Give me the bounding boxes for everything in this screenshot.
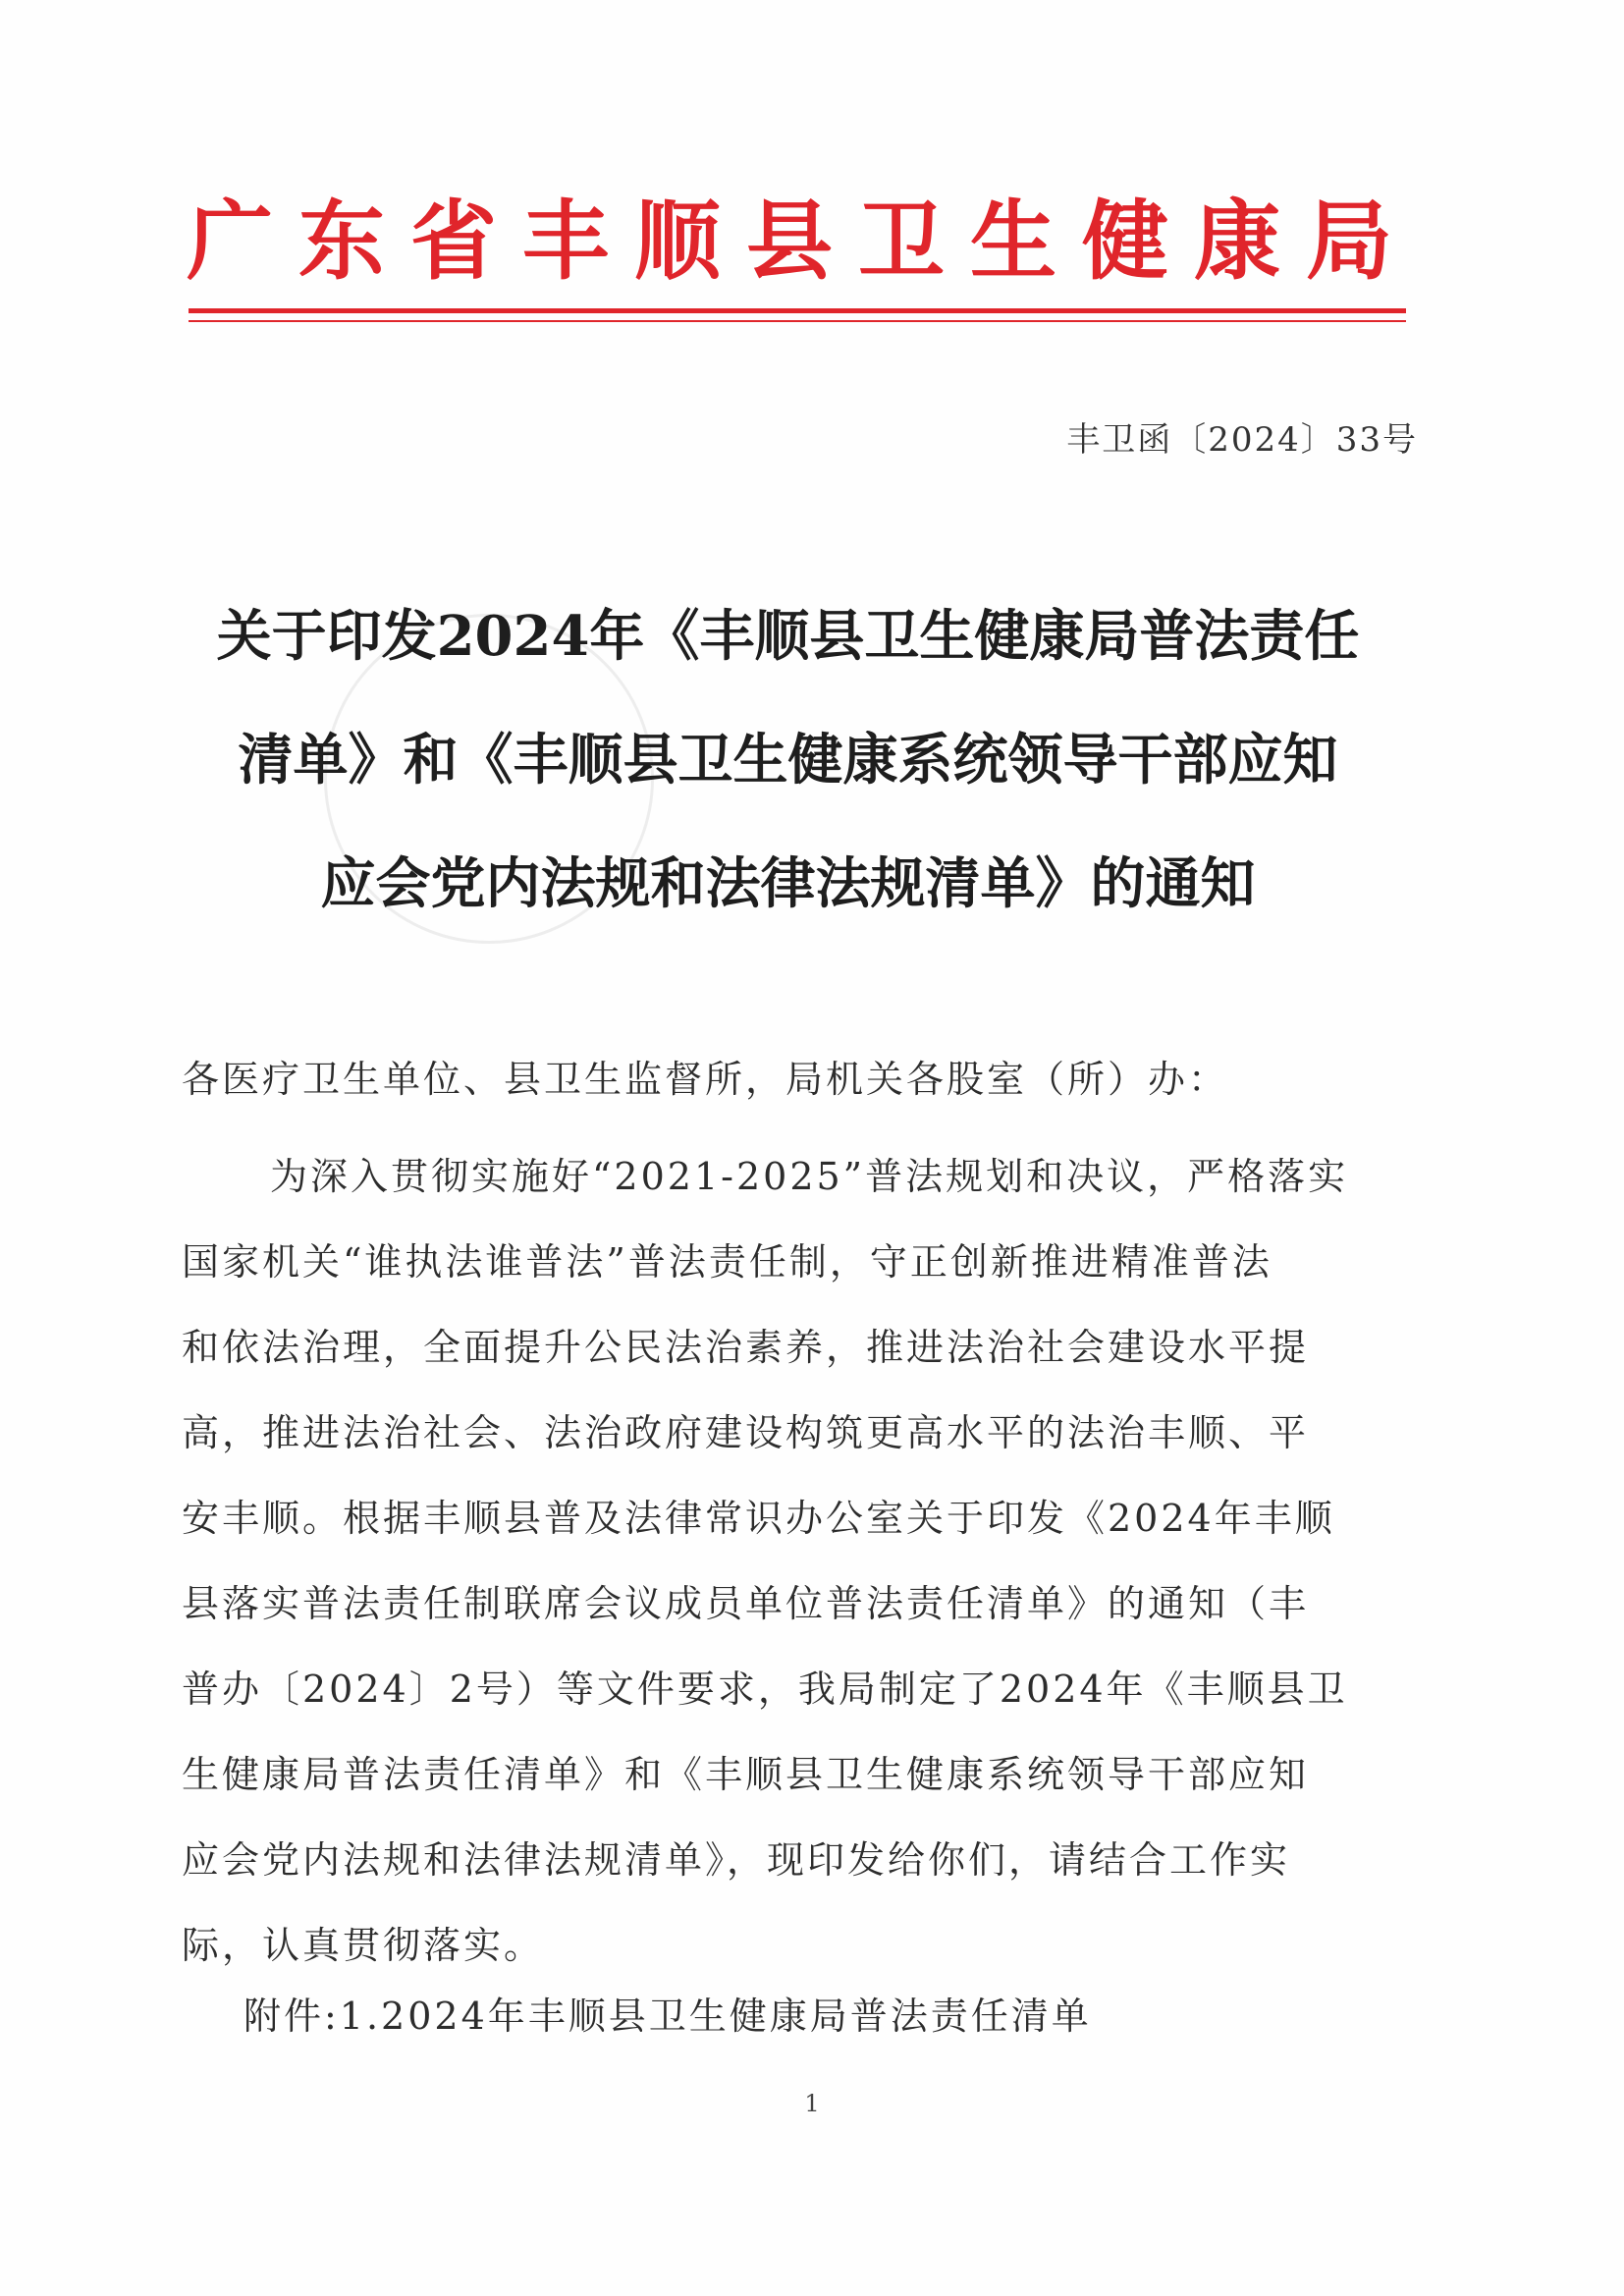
- page-number: 1: [804, 2090, 820, 2117]
- title-line: 清单》和《丰顺县卫生健康系统领导干部应知: [238, 728, 1338, 793]
- paragraph-line: 生健康局普法责任清单》和《丰顺县卫生健康系统领导干部应知: [182, 1753, 1310, 1796]
- paragraph-line: 应会党内法规和法律法规清单》，现印发给你们，请结合工作实: [182, 1838, 1291, 1882]
- attachment-line: 附件:1.2024年丰顺县卫生健康局普法责任清单: [244, 1995, 1092, 2038]
- paragraph-line: 县落实普法责任制联席会议成员单位普法责任清单》的通知（丰: [182, 1582, 1310, 1625]
- letterhead-red-rule: [189, 308, 1406, 313]
- letterhead-title: 广东省丰顺县卫生健康局: [187, 190, 1419, 292]
- title-line: 关于印发2024年《丰顺县卫生健康局普法责任: [216, 604, 1360, 669]
- title-line: 应会党内法规和法律法规清单》的通知: [320, 851, 1256, 916]
- letterhead-red-rule-thin: [189, 320, 1406, 322]
- salutation: 各医疗卫生单位、县卫生监督所，局机关各股室（所）办：: [182, 1058, 1229, 1101]
- paragraph-line: 普办〔2024〕2号）等文件要求，我局制定了2024年《丰顺县卫: [182, 1667, 1348, 1711]
- paragraph-line: 国家机关“谁执法谁普法”普法责任制，守正创新推进精准普法: [182, 1240, 1272, 1284]
- body-paragraph: [182, 1134, 1419, 1989]
- paragraph-line: 际，认真贯彻落实。: [182, 1924, 545, 1967]
- paragraph-line: 安丰顺。根据丰顺县普及法律常识办公室关于印发《2024年丰顺: [182, 1497, 1335, 1540]
- document-number: 丰卫函〔2024〕33号: [1066, 420, 1418, 460]
- paragraph-line: 高，推进法治社会、法治政府建设构筑更高水平的法治丰顺、平: [182, 1411, 1310, 1454]
- paragraph-line: 和依法治理，全面提升公民法治素养，推进法治社会建设水平提: [182, 1326, 1310, 1369]
- paragraph-line: 为深入贯彻实施好“2021-2025”普法规划和决议，严格落实: [270, 1155, 1349, 1198]
- document-title: [147, 574, 1429, 946]
